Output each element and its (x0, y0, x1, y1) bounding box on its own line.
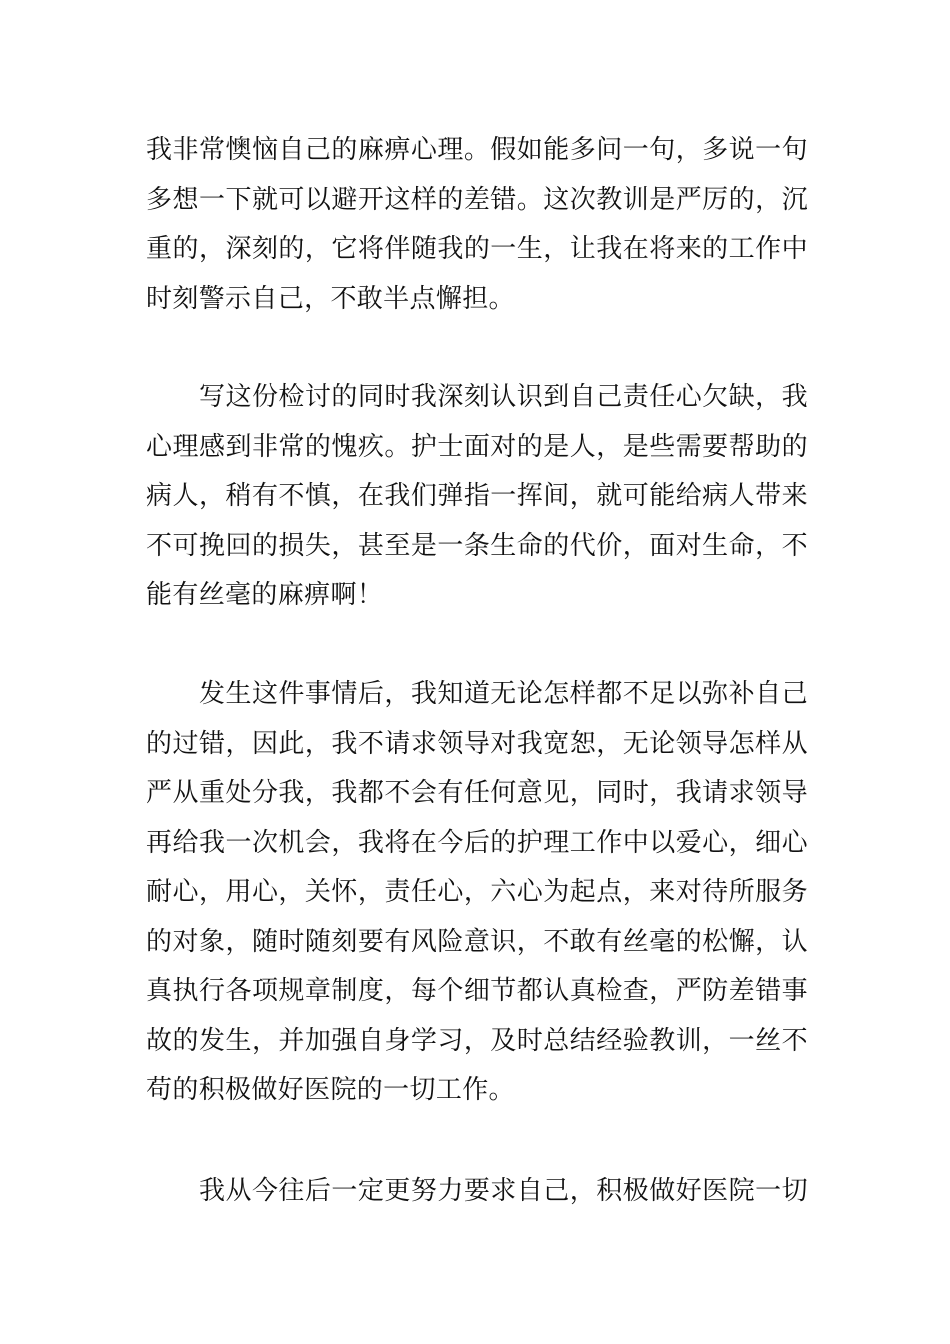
text-line: 苟的积极做好医院的一切工作。 (146, 1075, 515, 1105)
text-line: 的对象，随时随刻要有风险意识，不敢有丝毫的松懈，认 (146, 926, 808, 957)
text-line: 再给我一次机会，我将在今后的护理工作中以爱心，细心 (146, 827, 808, 858)
text-line: 能有丝毫的麻痹啊！ (146, 580, 384, 610)
text-line: 发生这件事情后，我知道无论怎样都不足以弥补自己 (146, 679, 808, 709)
text-line: 心理感到非常的愧疚。护士面对的是人，是些需要帮助的 (146, 431, 808, 462)
text-line: 多想一下就可以避开这样的差错。这次教训是严厉的，沉 (146, 184, 808, 215)
text-line: 写这份检讨的同时我深刻认识到自己责任心欠缺，我 (146, 382, 808, 412)
text-line: 病人，稍有不慎，在我们弹指一挥间，就可能给病人带来 (146, 481, 808, 511)
text-line: 重的，深刻的，它将伴随我的一生，让我在将来的工作中 (146, 234, 808, 264)
text-line: 我从今往后一定更努力要求自己，积极做好医院一切 (146, 1176, 808, 1206)
text-line: 严从重处分我，我都不会有任何意见，同时，我请求领导 (146, 778, 808, 808)
text-line: 不可挽回的损失，甚至是一条生命的代价，面对生命，不 (146, 530, 808, 561)
text-line: 耐心，用心，关怀，责任心，六心为起点，来对待所服务 (146, 877, 808, 907)
text-line: 的过错，因此，我不请求领导对我宽恕，无论领导怎样从 (146, 728, 808, 759)
text-line: 故的发生，并加强自身学习，及时总结经验教训，一丝不 (146, 1025, 808, 1056)
text-line: 时刻警示自己，不敢半点懈担。 (146, 283, 515, 314)
paragraph-2 (146, 373, 808, 621)
text-line: 我非常懊恼自己的麻痹心理。假如能多问一句，多说一句 (146, 135, 808, 165)
text-line: 真执行各项规章制度，每个细节都认真检查，严防差错事 (146, 976, 808, 1006)
paragraph-4 (146, 1167, 808, 1217)
paragraph-3 (146, 670, 808, 1116)
paragraph-1 (146, 126, 808, 324)
